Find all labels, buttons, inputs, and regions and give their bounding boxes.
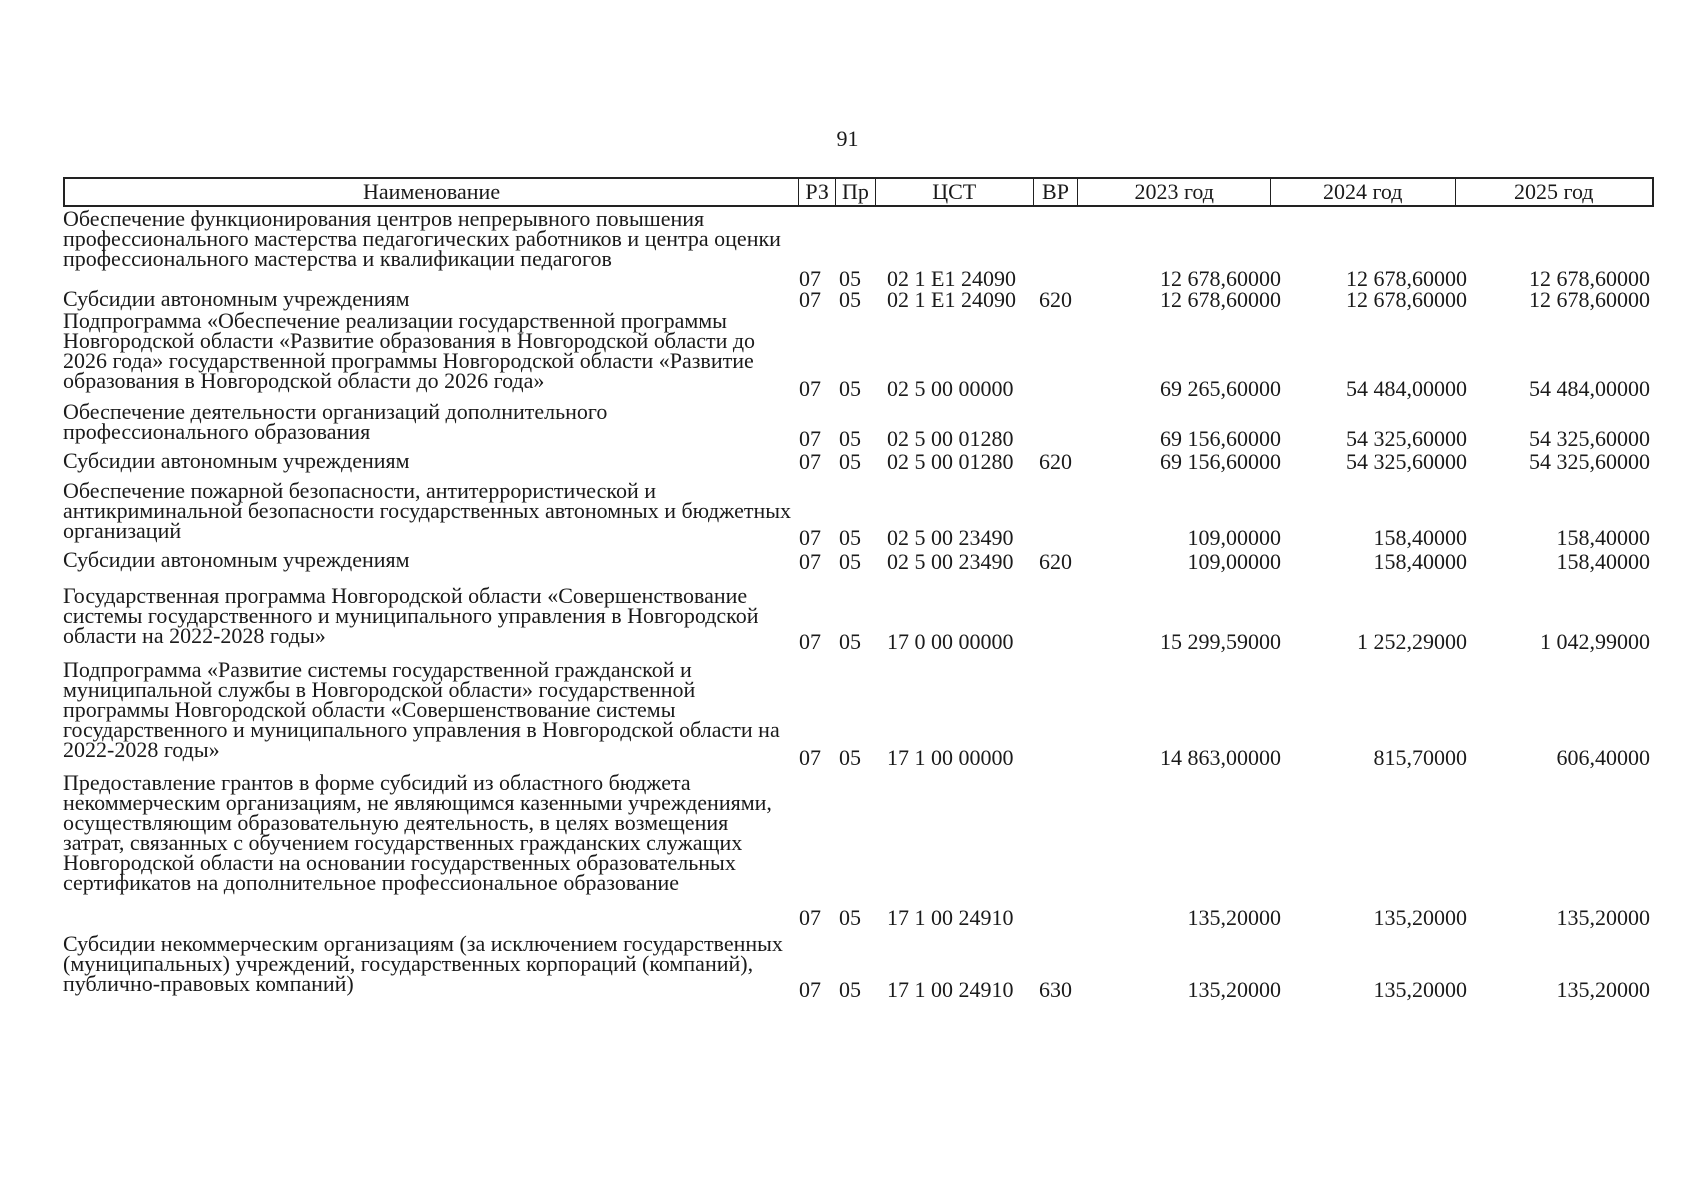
- row-2025: 158,40000: [1556, 549, 1650, 574]
- table-row: [63, 770, 1654, 930]
- row-vr: 620: [1039, 449, 1072, 474]
- table-row: [63, 478, 1654, 550]
- row-rz: 07: [799, 977, 821, 1002]
- row-rz: 07: [799, 266, 821, 291]
- row-2023: 69 265,60000: [1160, 376, 1281, 401]
- row-cst: 17 1 00 24910: [887, 905, 1014, 930]
- row-pr: 05: [839, 977, 861, 1002]
- row-2024: 158,40000: [1373, 549, 1467, 574]
- row-pr: 05: [839, 745, 861, 770]
- table-row: [63, 931, 1654, 1002]
- row-name: Субсидии автономным учреждениям: [63, 286, 410, 311]
- row-2024: 54 484,00000: [1346, 376, 1467, 401]
- row-2024: 54 325,60000: [1346, 449, 1467, 474]
- header-name: Наименование: [363, 179, 501, 204]
- row-cst: 17 1 00 24910: [887, 977, 1014, 1002]
- row-2023: 135,20000: [1187, 905, 1281, 930]
- row-2025: 606,40000: [1556, 745, 1650, 770]
- table-row: [63, 448, 1654, 474]
- row-cst: 02 1 E1 24090: [887, 287, 1016, 312]
- header-2023: 2023 год: [1077, 179, 1270, 205]
- row-pr: 05: [839, 629, 861, 654]
- row-2024: 135,20000: [1373, 905, 1467, 930]
- table-row: [63, 657, 1654, 770]
- row-cst: 02 5 00 00000: [887, 376, 1014, 401]
- row-pr: 05: [839, 287, 861, 312]
- table-row: [63, 206, 1654, 291]
- row-2023: 69 156,60000: [1160, 426, 1281, 451]
- row-2024: 12 678,60000: [1346, 266, 1467, 291]
- row-name: Субсидии некоммерческим организациям (за исключением государственных (муниципальных) учреждений, государственных корпораций (компаний), публично-правовых компаний): [63, 931, 783, 996]
- row-rz: 07: [799, 905, 821, 930]
- row-cst: 02 5 00 23490: [887, 549, 1014, 574]
- row-rz: 07: [799, 745, 821, 770]
- row-2024: 54 325,60000: [1346, 426, 1467, 451]
- row-2023: 15 299,59000: [1160, 629, 1281, 654]
- row-cst: 17 0 00 00000: [887, 629, 1014, 654]
- row-name: Обеспечение пожарной безопасности, антитеррористической и антикриминальной безопасности государственных автономных и бюджетных организаций: [63, 478, 792, 543]
- row-rz: 07: [799, 376, 821, 401]
- row-cst: 17 1 00 00000: [887, 745, 1014, 770]
- row-name: Обеспечение функционирования центров непрерывного повышения профессионального мастерства педагогических работников и центра оценки профессионального мастерства и квалификации педагогов: [63, 206, 781, 271]
- row-cst: 02 5 00 01280: [887, 426, 1014, 451]
- row-2023: 12 678,60000: [1160, 266, 1281, 291]
- row-name: Субсидии автономным учреждениям: [63, 547, 410, 572]
- row-2024: 135,20000: [1373, 977, 1467, 1002]
- row-pr: 05: [839, 449, 861, 474]
- row-2023: 12 678,60000: [1160, 287, 1281, 312]
- row-name: Подпрограмма «Обеспечение реализации государственной программы Новгородской области «Развитие образования в Новгородской области до 2026 года» государственной программы Новгородской области «Развитие образования в Новгородской области до 2026 года»: [63, 308, 756, 393]
- table-row: [63, 583, 1654, 654]
- header-vr: ВР: [1033, 179, 1078, 205]
- row-2023: 69 156,60000: [1160, 449, 1281, 474]
- row-rz: 07: [799, 629, 821, 654]
- row-2025: 54 484,00000: [1529, 376, 1650, 401]
- row-2024: 815,70000: [1373, 745, 1467, 770]
- row-name: Предоставление грантов в форме субсидий из областного бюджета некоммерческим организациям, не являющимся казенными учреждениями, осуществляющим образовательную деятельность, в целях возмещения затрат, связанных с обучением государственных гражданских служащих Новгородской области на основании государственных образовательных сертификатов на дополнительное профессиональное образование: [63, 770, 772, 895]
- row-pr: 05: [839, 266, 861, 291]
- row-2023: 135,20000: [1187, 977, 1281, 1002]
- table-row: [63, 547, 1654, 574]
- row-rz: 07: [799, 287, 821, 312]
- row-2025: 54 325,60000: [1529, 449, 1650, 474]
- row-rz: 07: [799, 449, 821, 474]
- header-cst: ЦСТ: [875, 179, 1033, 205]
- row-vr: 620: [1039, 287, 1072, 312]
- row-name: Субсидии автономным учреждениям: [63, 448, 410, 473]
- row-2023: 109,00000: [1187, 549, 1281, 574]
- row-pr: 05: [839, 525, 861, 550]
- table-row: [63, 308, 1654, 401]
- row-pr: 05: [839, 376, 861, 401]
- row-name: Обеспечение деятельности организаций дополнительного профессионального образования: [63, 399, 608, 444]
- row-2024: 1 252,29000: [1357, 629, 1467, 654]
- row-2024: 158,40000: [1373, 525, 1467, 550]
- row-2025: 12 678,60000: [1529, 287, 1650, 312]
- row-2025: 1 042,99000: [1540, 629, 1650, 654]
- row-2024: 12 678,60000: [1346, 287, 1467, 312]
- row-rz: 07: [799, 525, 821, 550]
- row-cst: 02 5 00 23490: [887, 525, 1014, 550]
- row-name: Подпрограмма «Развитие системы государственной гражданской и муниципальной службы в Новгородской области» государственной программы Новгородской области «Совершенствование системы государственного и муниципального управления в Новгородской области на 2022-2028 годы»: [63, 657, 780, 762]
- row-2025: 12 678,60000: [1529, 266, 1650, 291]
- row-2025: 158,40000: [1556, 525, 1650, 550]
- header-rz: РЗ: [798, 179, 835, 205]
- header-pr: Пр: [835, 179, 875, 205]
- row-cst: 02 5 00 01280: [887, 449, 1014, 474]
- row-name: Государственная программа Новгородской области «Совершенствование системы государственного и муниципального управления в Новгородской области на 2022-2028 годы»: [63, 583, 759, 648]
- row-2025: 135,20000: [1556, 977, 1650, 1002]
- row-vr: 630: [1039, 977, 1072, 1002]
- row-pr: 05: [839, 905, 861, 930]
- table-header: [63, 177, 1654, 207]
- row-rz: 07: [799, 549, 821, 574]
- page-number: 91: [836, 126, 859, 151]
- row-cst: 02 1 E1 24090: [887, 266, 1016, 291]
- header-2025: 2025 год: [1455, 179, 1653, 205]
- row-pr: 05: [839, 549, 861, 574]
- row-pr: 05: [839, 426, 861, 451]
- row-2023: 14 863,00000: [1160, 745, 1281, 770]
- row-2025: 135,20000: [1556, 905, 1650, 930]
- row-rz: 07: [799, 426, 821, 451]
- row-vr: 620: [1039, 549, 1072, 574]
- table-row: [63, 286, 1654, 312]
- row-2023: 109,00000: [1187, 525, 1281, 550]
- header-2024: 2024 год: [1270, 179, 1455, 205]
- row-2025: 54 325,60000: [1529, 426, 1650, 451]
- table-row: [63, 399, 1654, 451]
